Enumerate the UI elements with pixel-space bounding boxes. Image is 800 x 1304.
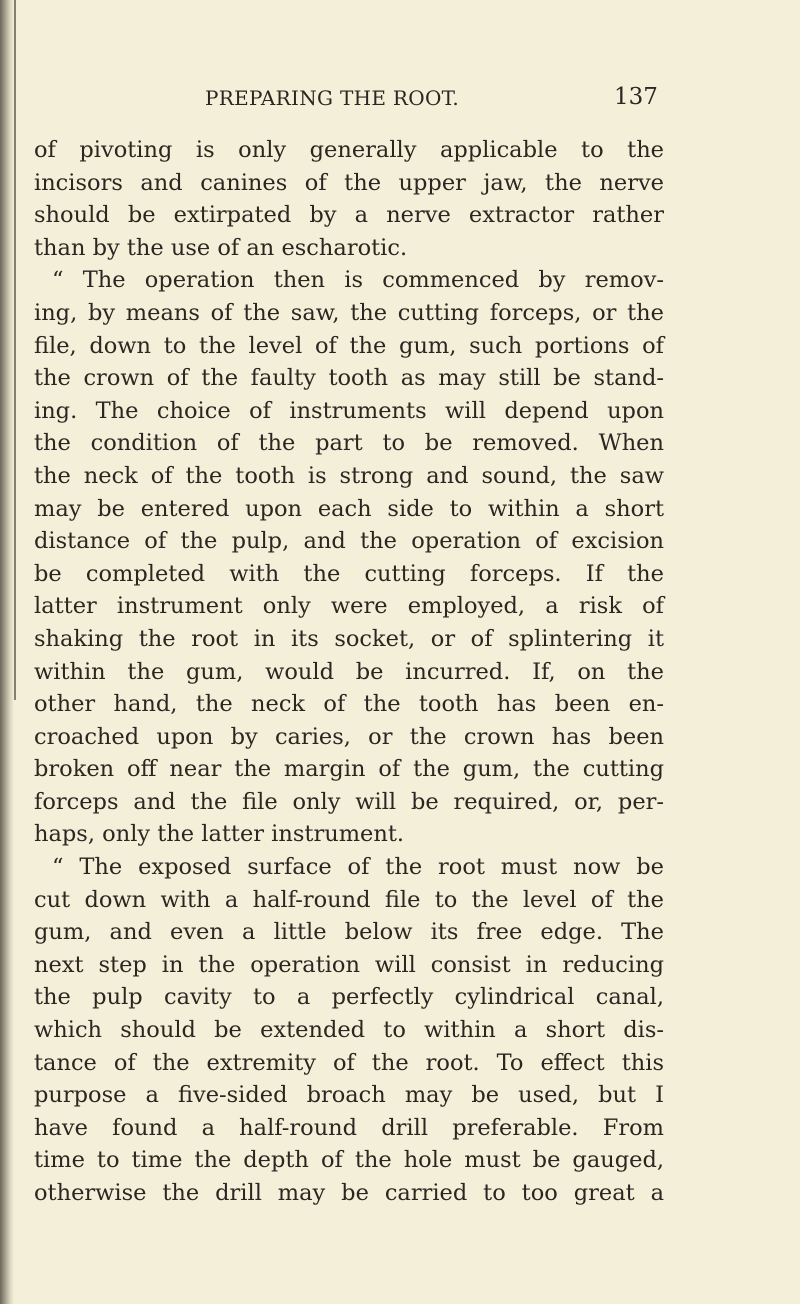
running-title: PREPARING THE ROOT. xyxy=(205,86,460,110)
body-text xyxy=(34,134,664,1210)
text-line: shaking the root in its socket, or of splintering it xyxy=(34,625,664,652)
text-line: should be extirpated by a nerve extractor rather xyxy=(34,202,664,229)
text-line: cut down with a half-round file to the level of the xyxy=(34,886,664,913)
text-line: within the gum, would be incurred. If, on the xyxy=(34,658,664,685)
page-binding-edge xyxy=(0,0,14,1304)
text-line: “ The exposed surface of the root must now be xyxy=(52,854,664,881)
text-line: the neck of the tooth is strong and sound, the saw xyxy=(34,462,664,489)
text-line: of pivoting is only generally applicable to the xyxy=(34,137,664,163)
text-line: croached upon by caries, or the crown has been xyxy=(34,723,664,750)
text-line: purpose a five-sided broach may be used, but I xyxy=(34,1082,664,1109)
text-line: haps, only the latter instrument. xyxy=(34,821,405,848)
text-line: be completed with the cutting forceps. If the xyxy=(34,560,664,587)
text-line: next step in the operation will consist in reducing xyxy=(34,951,664,978)
page-number: 137 xyxy=(614,84,658,110)
text-line: gum, and even a little below its free edge. The xyxy=(34,919,664,946)
text-line: the pulp cavity to a perfectly cylindrical canal, xyxy=(34,984,664,1011)
text-line: distance of the pulp, and the operation of excision xyxy=(34,528,664,555)
text-line: the condition of the part to be removed. When xyxy=(34,430,664,457)
text-line: which should be extended to within a short dis- xyxy=(34,1017,664,1044)
text-line: otherwise the drill may be carried to too great a xyxy=(34,1180,664,1206)
text-line: other hand, the neck of the tooth has been en- xyxy=(34,691,664,718)
text-line: tance of the extremity of the root. To effect this xyxy=(34,1049,664,1076)
text-line: file, down to the level of the gum, such portions of xyxy=(34,332,664,359)
text-line: forceps and the file only will be required, or, per- xyxy=(34,788,664,815)
text-line: time to time the depth of the hole must be gauged, xyxy=(34,1147,664,1174)
text-line: “ The operation then is commenced by remov- xyxy=(52,267,664,294)
text-line: than by the use of an escharotic. xyxy=(34,234,408,261)
text-line: broken off near the margin of the gum, the cutting xyxy=(34,756,664,783)
text-line: the crown of the faulty tooth as may still be stand- xyxy=(34,365,664,392)
page-binding-line xyxy=(14,0,16,700)
text-line: incisors and canines of the upper jaw, the nerve xyxy=(34,169,664,196)
text-line: have found a half-round drill preferable. From xyxy=(34,1114,664,1141)
text-line: latter instrument only were employed, a risk of xyxy=(34,593,664,620)
text-line: may be entered upon each side to within a short xyxy=(34,495,664,522)
text-line: ing, by means of the saw, the cutting forceps, or the xyxy=(34,299,664,326)
text-line: ing. The choice of instruments will depend upon xyxy=(34,397,664,424)
